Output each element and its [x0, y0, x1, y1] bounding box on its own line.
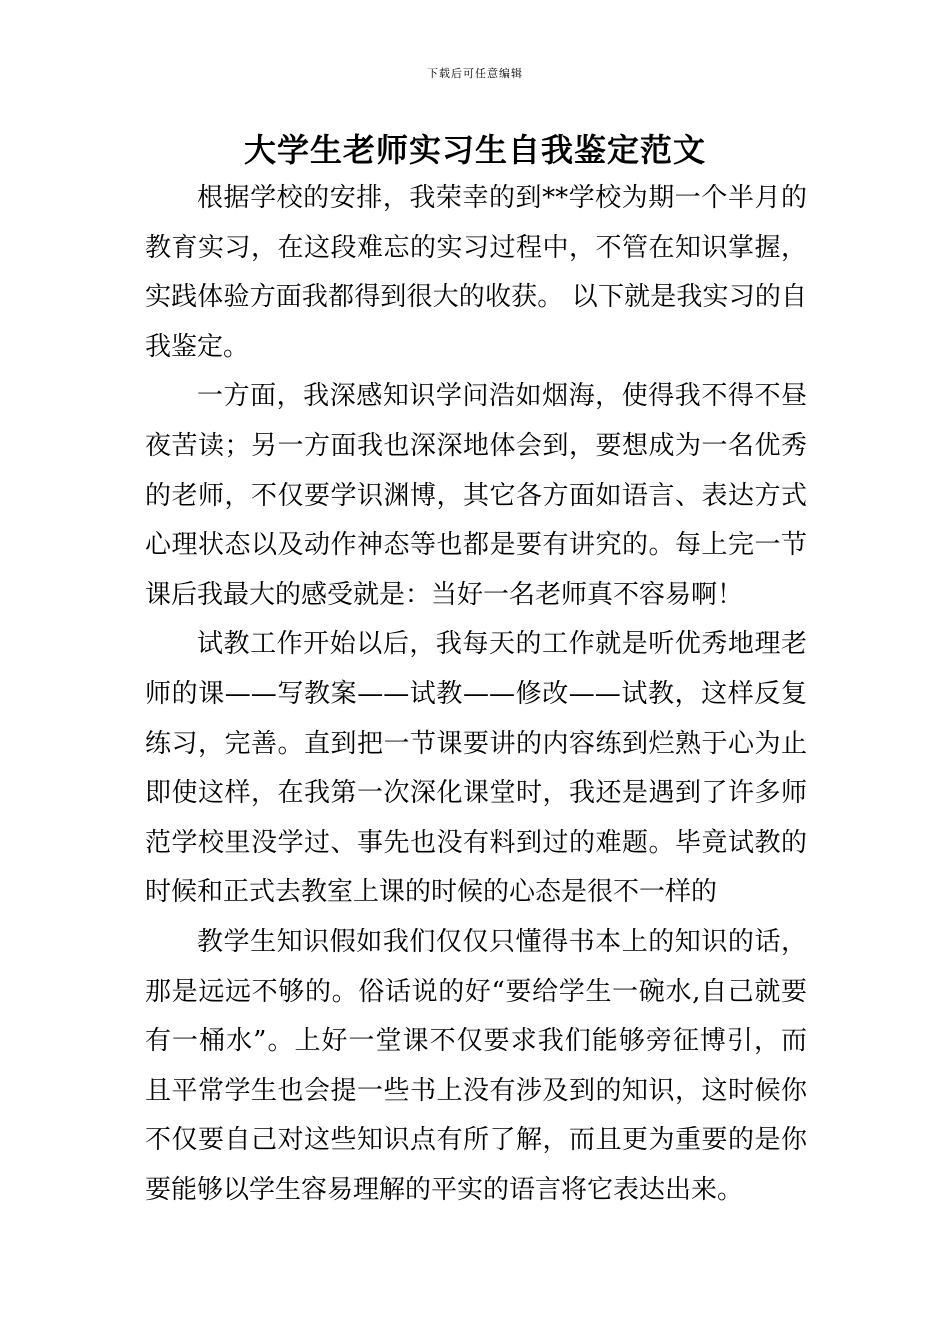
document-title: 大学生老师实习生自我鉴定范文: [243, 131, 706, 169]
paragraph-2: 一方面，我深感知识学问浩如烟海，使得我不得不昼夜苦读；另一方面我也深深地体会到，要想成为一名优秀的老师，不仅要学识渊博，其它各方面如语言、表达方式心理状态以及动作神态等也都是要有讲究的。每上完一节课后我最大的感受就是：当好一名老师真不容易啊！: [145, 381, 807, 610]
document-body: [145, 174, 807, 1215]
paragraph-4: 教学生知识假如我们仅仅只懂得书本上的知识的话，那是远远不够的。俗话说的好“要给学生一碗水,自己就要有一桶水”。上好一堂课不仅要求我们能够旁征博引，而且平常学生也会提一些书上没有涉及到的知识，这时候你不仅要自己对这些知识点有所了解，而且更为重要的是你要能够以学生容易理解的平实的语言将它表达出来。: [145, 926, 807, 1205]
paragraph-1: 根据学校的安排，我荣幸的到**学校为期一个半月的教育实习，在这段难忘的实习过程中，不管在知识掌握，实践体验方面我都得到很大的收获。 以下就是我实习的自我鉴定。: [145, 183, 807, 362]
paragraph-3: 试教工作开始以后，我每天的工作就是听优秀地理老师的课——写教案——试教——修改——试教，这样反复练习，完善。直到把一节课要讲的内容练到烂熟于心为止即使这样，在我第一次深化课堂时，我还是遇到了许多师范学校里没学过、事先也没有料到过的难题。毕竟试教的时候和正式去教室上课的时候的心态是很不一样的: [145, 629, 807, 908]
header-note: 下载后可任意编辑: [427, 67, 523, 80]
